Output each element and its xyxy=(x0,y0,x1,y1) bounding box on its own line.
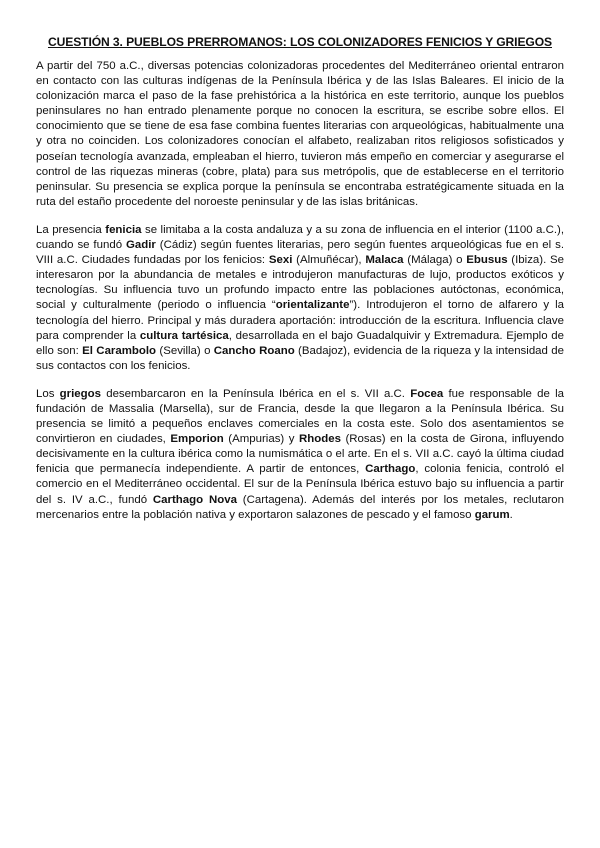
highlighted-term: Cancho Roano xyxy=(213,344,295,357)
paragraph-phoenicians xyxy=(36,223,564,374)
text-run: (Badajoz), evidencia de la riqueza y la intensidad de sus contactos con los fenicios. xyxy=(36,344,564,372)
text-run: fue responsable de la fundación de Massalia (Marsella), sur de Francia, desde la que llegaron a la Península Ibérica. Su presencia se limitó a pequeños enclaves comerciales en la costa este. Solo dos asentamientos se convirtieron en ciudades, xyxy=(36,387,564,446)
highlighted-term: Malaca xyxy=(365,254,404,267)
text-run: se limitaba a la costa andaluza y a su zona de influencia en el interior (1100 a.C.), cuando se fundó xyxy=(36,223,565,252)
highlighted-term: Gadir xyxy=(125,239,156,252)
page-title: CUESTIÓN 3. PUEBLOS PRERROMANOS: LOS COLONIZADORES FENICIOS Y GRIEGOS xyxy=(47,35,552,49)
highlighted-term: El Carambolo xyxy=(82,344,157,357)
highlighted-term: Focea xyxy=(410,387,444,400)
highlighted-term: Sexi xyxy=(268,254,293,267)
highlighted-term: cultura tartésica xyxy=(139,329,229,342)
text-run: (Cartagena). Además del interés por los metales, reclutaron mercenarios entre la población nativa y exportaron salazones de pescado y el famoso xyxy=(36,493,564,521)
text-run: (Almuñécar), xyxy=(292,254,366,267)
text-run: (Ampurias) y xyxy=(223,433,299,446)
text-run: desembarcaron en la Península Ibérica en el s. VII a.C. xyxy=(100,387,411,400)
text-run: (Cádiz) según fuentes literarias, pero según fuentes arqueológicas fue en el s. VIII a.C. Ciudades fundadas por los fenicios: xyxy=(36,239,565,267)
highlighted-term: garum xyxy=(474,508,510,521)
highlighted-term: Carthago xyxy=(365,463,416,476)
highlighted-term: fenicia xyxy=(105,223,142,236)
text-run: A partir del 750 a.C., diversas potencias colonizadoras procedentes del Mediterráneo oriental entraron en contacto con las culturas indígenas de la Península Ibérica y de las Islas Baleares. El inicio de la colonización marca el paso de la fase prehistórica a la histórica en este territorio, aunque los pueblos peninsulares no han entrado plenamente porque no conocen la escritura, se escribe sobre ellos. El conocimiento que se tiene de esa fase combina fuentes literarias con arqueológicas, habitualmente una y otra no coinciden. Los colonizadores conocían el alfabeto, realizaban ritos religiosos sofisticados y poseían tecnología avanzada, empleaban el hierro, tuvieron más empeño en comerciar y asegurarse el control de las riquezas mineras (cobre, plata) para sus metrópolis, que de establecerse en el territorio peninsular. Su presencia se explica porque la península se encontraba estratégicamente situada en la ruta del estaño procedente del noroeste peninsular y de las islas británicas. xyxy=(36,60,564,208)
text-run: ”). Introdujeron el torno de alfarero y la tecnología del hierro. Principal y más duradera aportación: introducción de la escritura. Influencia clave para comprender la xyxy=(36,299,564,342)
text-run: (Sevilla) o xyxy=(156,344,214,357)
highlighted-term: orientalizante xyxy=(275,299,350,312)
highlighted-term: Ebusus xyxy=(466,254,508,267)
paragraph-introduction xyxy=(36,59,564,210)
highlighted-term: Emporion xyxy=(170,433,224,446)
text-run: . xyxy=(509,508,513,521)
paragraph-greeks xyxy=(36,387,564,523)
highlighted-term: Rhodes xyxy=(299,433,341,446)
highlighted-term: griegos xyxy=(59,387,101,400)
text-run: Los xyxy=(36,387,60,400)
text-run: La presencia xyxy=(36,223,106,236)
text-run: , colonia fenicia, controló el comercio en el Mediterráneo occidental. El sur de la Península Ibérica estuvo bajo su influencia a partir del s. IV a.C., fundó xyxy=(36,463,564,506)
text-run: (Ibiza). Se interesaron por la abundancia de metales e introdujeron manufacturas de lujo, productos exóticos y tecnologías. Su influencia tuvo un profundo impacto entre las poblaciones autóctonas, económica, social y culturalmente (periodo o influencia “ xyxy=(36,254,564,312)
text-run: (Rosas) en la costa de Girona, influyendo decisivamente en la cultura ibérica como la numismática o el arte. En el s. VII a.C. cayó la última ciudad fenicia que permanecía independiente. A partir de entonces, xyxy=(36,433,565,476)
highlighted-term: Carthago Nova xyxy=(152,493,237,506)
text-run: , desarrollada en el bajo Guadalquivir y Extremadura. Ejemplo de ello son: xyxy=(36,329,564,357)
text-run: (Málaga) o xyxy=(403,254,467,267)
